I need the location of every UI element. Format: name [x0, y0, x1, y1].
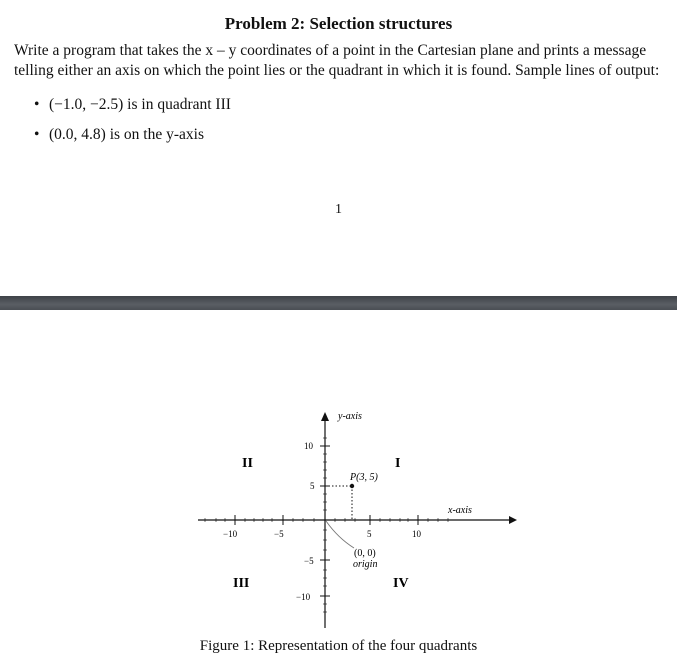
problem-description: Write a program that takes the x – y coordinates of a point in the Cartesian plane and prints a message telling either an axis on which the point lies or the quadrant in which it is found. Sample lines of output: — [14, 42, 660, 79]
y-tick-label: 5 — [310, 481, 315, 491]
page-number: 1 — [335, 202, 342, 217]
y-tick-label: −5 — [304, 556, 314, 566]
quadrant-label-q1: I — [395, 456, 401, 471]
figure-caption: Figure 1: Representation of the four quadrants — [199, 638, 478, 654]
origin-coords-label: (0, 0) — [354, 548, 376, 559]
page-divider — [0, 296, 677, 310]
origin-label: origin — [353, 559, 378, 570]
y-axis-label: y-axis — [338, 411, 362, 422]
quadrant-label-q2: II — [242, 456, 253, 471]
x-tick-label: 5 — [367, 529, 372, 539]
bullet-text: (0.0, 4.8) is on the y-axis — [49, 126, 204, 143]
bullet-icon: • — [34, 126, 40, 143]
bullet-icon: • — [34, 96, 40, 113]
y-axis-arrow-icon — [321, 412, 329, 421]
origin-leader-line — [326, 521, 354, 548]
list-item — [34, 126, 204, 144]
x-axis-arrow-icon — [509, 516, 517, 524]
bullet-text: (−1.0, −2.5) is in quadrant III — [49, 96, 231, 113]
quadrant-figure — [190, 400, 530, 640]
x-tick-label: −10 — [223, 529, 238, 539]
point-marker — [350, 484, 354, 488]
x-tick-label: −5 — [274, 529, 284, 539]
quadrant-label-q3: III — [233, 576, 250, 591]
problem-title: Problem 2: Selection structures — [224, 14, 453, 33]
x-tick-label: 10 — [412, 529, 421, 539]
x-axis-label: x-axis — [448, 505, 472, 516]
list-item — [34, 96, 231, 114]
point-label: P(3, 5) — [350, 472, 378, 483]
quadrant-label-q4: IV — [393, 576, 409, 591]
y-tick-label: −10 — [296, 592, 311, 602]
y-tick-label: 10 — [304, 441, 313, 451]
